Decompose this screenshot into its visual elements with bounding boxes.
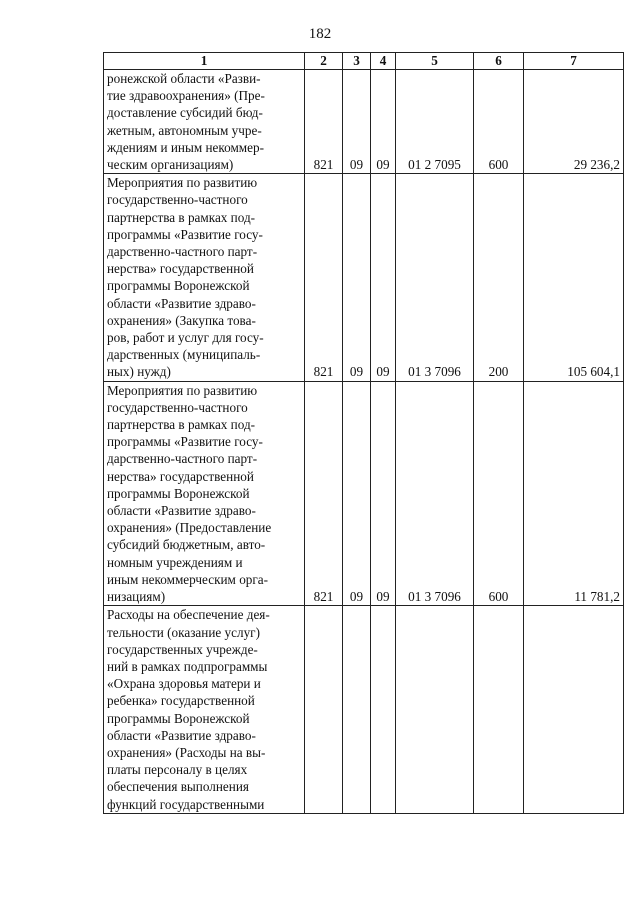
description-line: программы Воронежской	[107, 485, 250, 501]
description-line: тие здравоохранения» (Пре-	[107, 88, 265, 104]
cell-gr-code: 821	[305, 174, 343, 381]
table-row	[104, 70, 624, 174]
table-row	[104, 606, 624, 813]
description-line: области «Развитие здраво-	[107, 295, 256, 311]
budget-table	[103, 52, 624, 814]
cell-gr-code	[305, 606, 343, 813]
description-line: дарственно-частного парт-	[107, 451, 258, 467]
description-line: ждениям и иным некоммер-	[107, 139, 264, 155]
table-body	[104, 70, 624, 814]
description-line: функций государственными	[107, 796, 265, 812]
cell-target-article-code	[396, 606, 474, 813]
description-line: ронежской области «Разви-	[107, 71, 261, 86]
description-line: государственно-частного	[107, 399, 248, 415]
cell-section-code: 09	[343, 381, 371, 606]
cell-section-code	[343, 606, 371, 813]
description-line: субсидий бюджетным, авто-	[107, 537, 266, 553]
description-line: партнерства в рамках под-	[107, 417, 256, 433]
description-line: программы Воронежской	[107, 710, 250, 726]
cell-expense-type-code: 200	[474, 174, 524, 381]
description-line: Расходы на обеспечение дея-	[107, 607, 270, 623]
cell-amount: 29 236,2	[524, 70, 624, 174]
cell-section-code: 09	[343, 174, 371, 381]
description-line: партнерства в рамках под-	[107, 209, 256, 225]
description-line: ных) нужд)	[107, 364, 171, 380]
description-line: дарственно-частного парт-	[107, 244, 258, 260]
table-row	[104, 174, 624, 381]
column-header-4: 4	[371, 53, 396, 70]
row-description	[104, 70, 305, 174]
column-header-1: 1	[104, 53, 305, 70]
cell-subsection-code: 09	[371, 381, 396, 606]
description-line: программы «Развитие госу-	[107, 226, 263, 242]
cell-subsection-code: 09	[371, 174, 396, 381]
cell-expense-type-code	[474, 606, 524, 813]
column-header-5: 5	[396, 53, 474, 70]
description-line: государственных учрежде-	[107, 641, 258, 657]
cell-gr-code: 821	[305, 70, 343, 174]
cell-target-article-code: 01 3 7096	[396, 381, 474, 606]
description-line: ров, работ и услуг для госу-	[107, 330, 264, 346]
description-line: номным учреждениям и	[107, 554, 243, 570]
row-description	[104, 381, 305, 606]
description-line: обеспечения выполнения	[107, 779, 249, 795]
description-line: дарственных (муниципаль-	[107, 347, 261, 363]
description-line: ребенка» государственной	[107, 693, 255, 709]
page-number: 182	[308, 26, 332, 42]
description-line: платы персоналу в целях	[107, 762, 248, 778]
column-header-6: 6	[474, 53, 524, 70]
description-line: нерства» государственной	[107, 468, 254, 484]
description-line: области «Развитие здраво-	[107, 503, 256, 519]
cell-amount: 105 604,1	[524, 174, 624, 381]
table-row	[104, 381, 624, 606]
cell-subsection-code	[371, 606, 396, 813]
description-line: «Охрана здоровья матери и	[107, 676, 261, 692]
cell-subsection-code: 09	[371, 70, 396, 174]
description-line: Мероприятия по развитию	[107, 382, 258, 398]
cell-expense-type-code: 600	[474, 381, 524, 606]
description-line: низациям)	[107, 589, 166, 605]
table-header-row	[104, 53, 624, 70]
description-line: охранения» (Расходы на вы-	[107, 744, 266, 760]
column-header-7: 7	[524, 53, 624, 70]
description-line: тельности (оказание услуг)	[107, 624, 260, 640]
cell-amount	[524, 606, 624, 813]
cell-amount: 11 781,2	[524, 381, 624, 606]
description-line: охранения» (Закупка това-	[107, 312, 256, 328]
description-line: охранения» (Предоставление	[107, 520, 272, 536]
cell-target-article-code: 01 3 7096	[396, 174, 474, 381]
cell-expense-type-code: 600	[474, 70, 524, 174]
row-description	[104, 174, 305, 381]
description-line: ний в рамках подпрограммы	[107, 658, 268, 674]
description-line: нерства» государственной	[107, 261, 254, 277]
column-header-2: 2	[305, 53, 343, 70]
row-description	[104, 606, 305, 813]
description-line: программы «Развитие госу-	[107, 434, 263, 450]
description-line: государственно-частного	[107, 192, 248, 208]
description-line: области «Развитие здраво-	[107, 727, 256, 743]
description-line: ческим организациям)	[107, 157, 234, 173]
description-line: Мероприятия по развитию	[107, 175, 258, 191]
description-line: доставление субсидий бюд-	[107, 105, 263, 121]
description-line: иным некоммерческим орга-	[107, 571, 269, 587]
cell-gr-code: 821	[305, 381, 343, 606]
column-header-3: 3	[343, 53, 371, 70]
cell-section-code: 09	[343, 70, 371, 174]
cell-target-article-code: 01 2 7095	[396, 70, 474, 174]
description-line: программы Воронежской	[107, 278, 250, 294]
description-line: жетным, автономным учре-	[107, 122, 262, 138]
